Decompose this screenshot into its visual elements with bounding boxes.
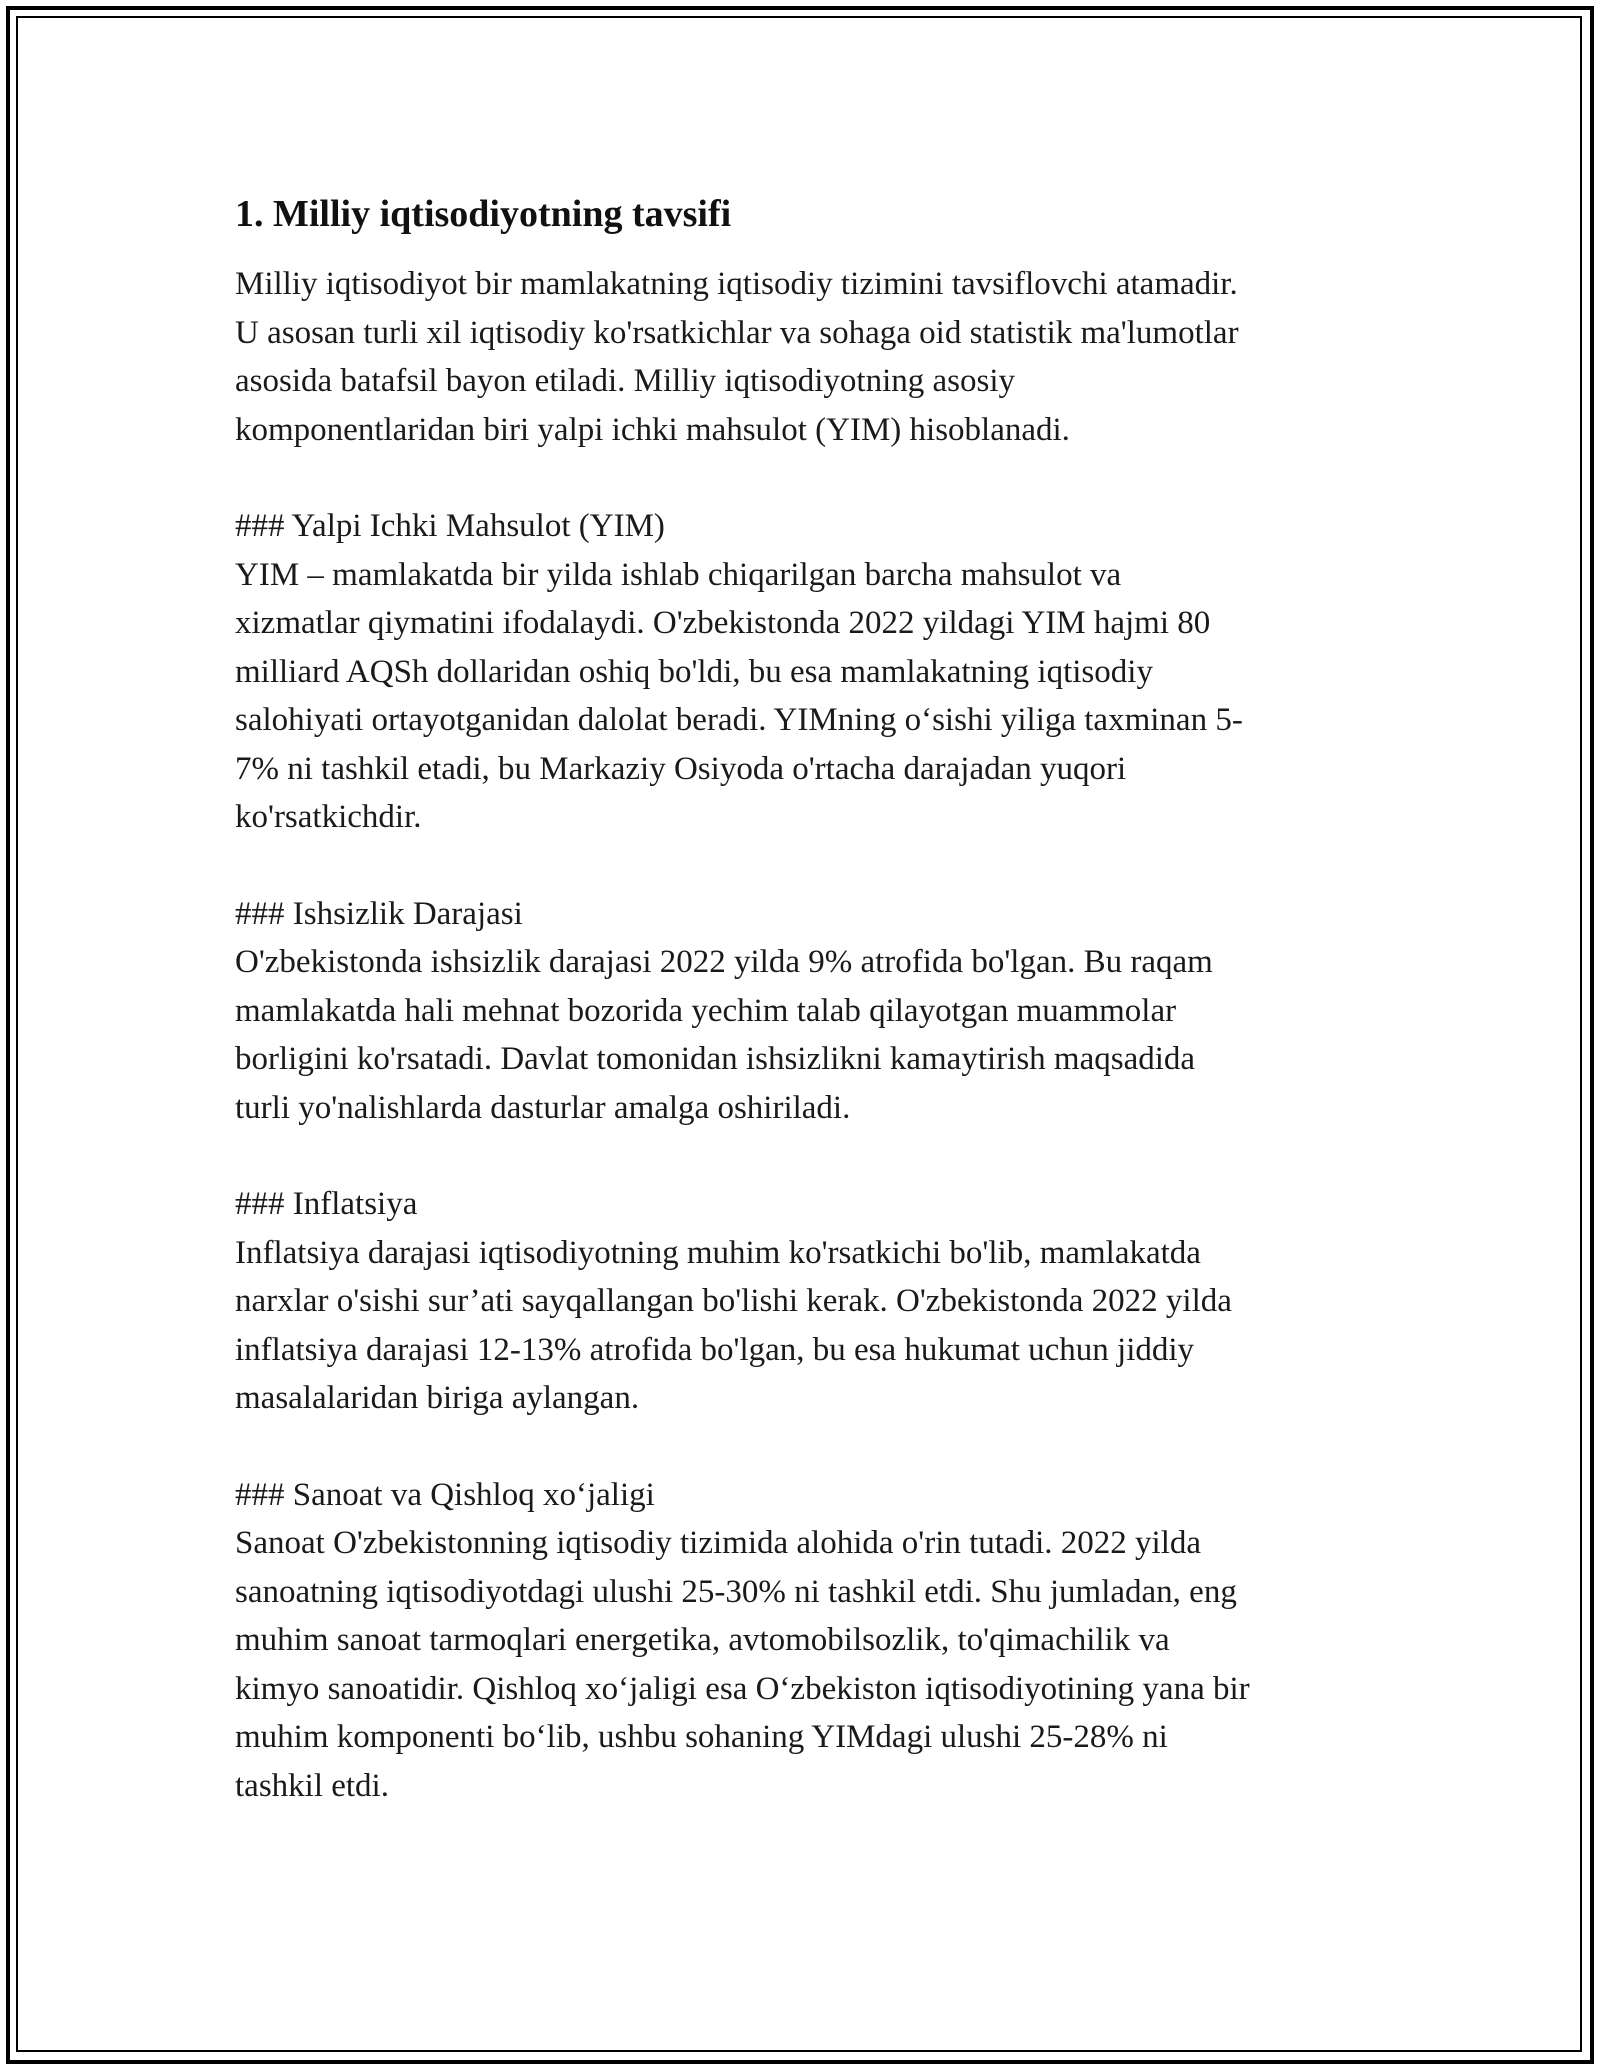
section-body: Inflatsiya darajasi iqtisodiyotning muhim ko'rsatkichi bo'lib, mamlakatda narxlar o'sishi sur’ati sayqallangan bo'lishi kerak. O'zbekistonda 2022 yilda inflatsiya darajasi 12-13% atrofida bo'lgan, bu esa hukumat uchun jiddiy masalalaridan biriga aylangan. <box>235 1234 1232 1416</box>
intro-paragraph: Milliy iqtisodiyot bir mamlakatning iqtisodiy tizimini tavsiflovchi atamadir. U asosan turli xil iqtisodiy ko'rsatkichlar va sohaga oid statistik ma'lumotlar asosida batafsil bayon etiladi. Milliy iqtisodiyotning asosiy komponentlaridan biri yalpi ichki mahsulot (YIM) hisoblanadi. <box>235 266 1239 448</box>
section-inflation <box>235 1180 1395 1423</box>
section-body: Sanoat O'zbekistonning iqtisodiy tizimida alohida o'rin tutadi. 2022 yilda sanoatning iqtisodiyotdagi ulushi 25-30% ni tashkil etdi. Shu jumladan, eng muhim sanoat tarmoqlari energetika, avtomobilsozlik, to'qimachilik va kimyo sanoatidir. Qishloq xo‘jaligi esa O‘zbekiston iqtisodiyotining yana bir muhim komponenti bo‘lib, ushbu sohaning YIMdagi ulushi 25-28% ni tashkil etdi. <box>235 1525 1250 1804</box>
document-content <box>235 186 1395 1810</box>
section-heading: ### Inflatsiya <box>235 1186 418 1222</box>
section-unemployment <box>235 890 1395 1133</box>
document-title: 1. Milliy iqtisodiyotning tavsifi <box>235 193 732 235</box>
section-body: O'zbekistonda ishsizlik darajasi 2022 yilda 9% atrofida bo'lgan. Bu raqam mamlakatda hali mehnat bozorida yechim talab qilayotgan muammolar borligini ko'rsatadi. Davlat tomonidan ishsizlikni kamaytirish maqsadida turli yo'nalishlarda dasturlar amalga oshiriladi. <box>235 944 1213 1126</box>
section-heading: ### Yalpi Ichki Mahsulot (YIM) <box>235 508 665 544</box>
section-yim <box>235 502 1395 842</box>
section-industry-agriculture <box>235 1471 1395 1811</box>
section-heading: ### Sanoat va Qishloq xo‘jaligi <box>235 1476 655 1513</box>
section-heading: ### Ishsizlik Darajasi <box>235 895 523 932</box>
section-body: YIM – mamlakatda bir yilda ishlab chiqarilgan barcha mahsulot va xizmatlar qiymatini ifodalaydi. O'zbekistonda 2022 yildagi YIM hajmi 80 milliard AQSh dollaridan oshiq bo'ldi, bu esa mamlakatning iqtisodiy salohiyati ortayotganidan dalolat beradi. YIMning o‘sishi yiliga taxminan 5- 7% ni tashkil etadi, bu Markaziy Osiyoda o'rtacha darajadan yuqori ko'rsatkichdir. <box>235 556 1243 835</box>
